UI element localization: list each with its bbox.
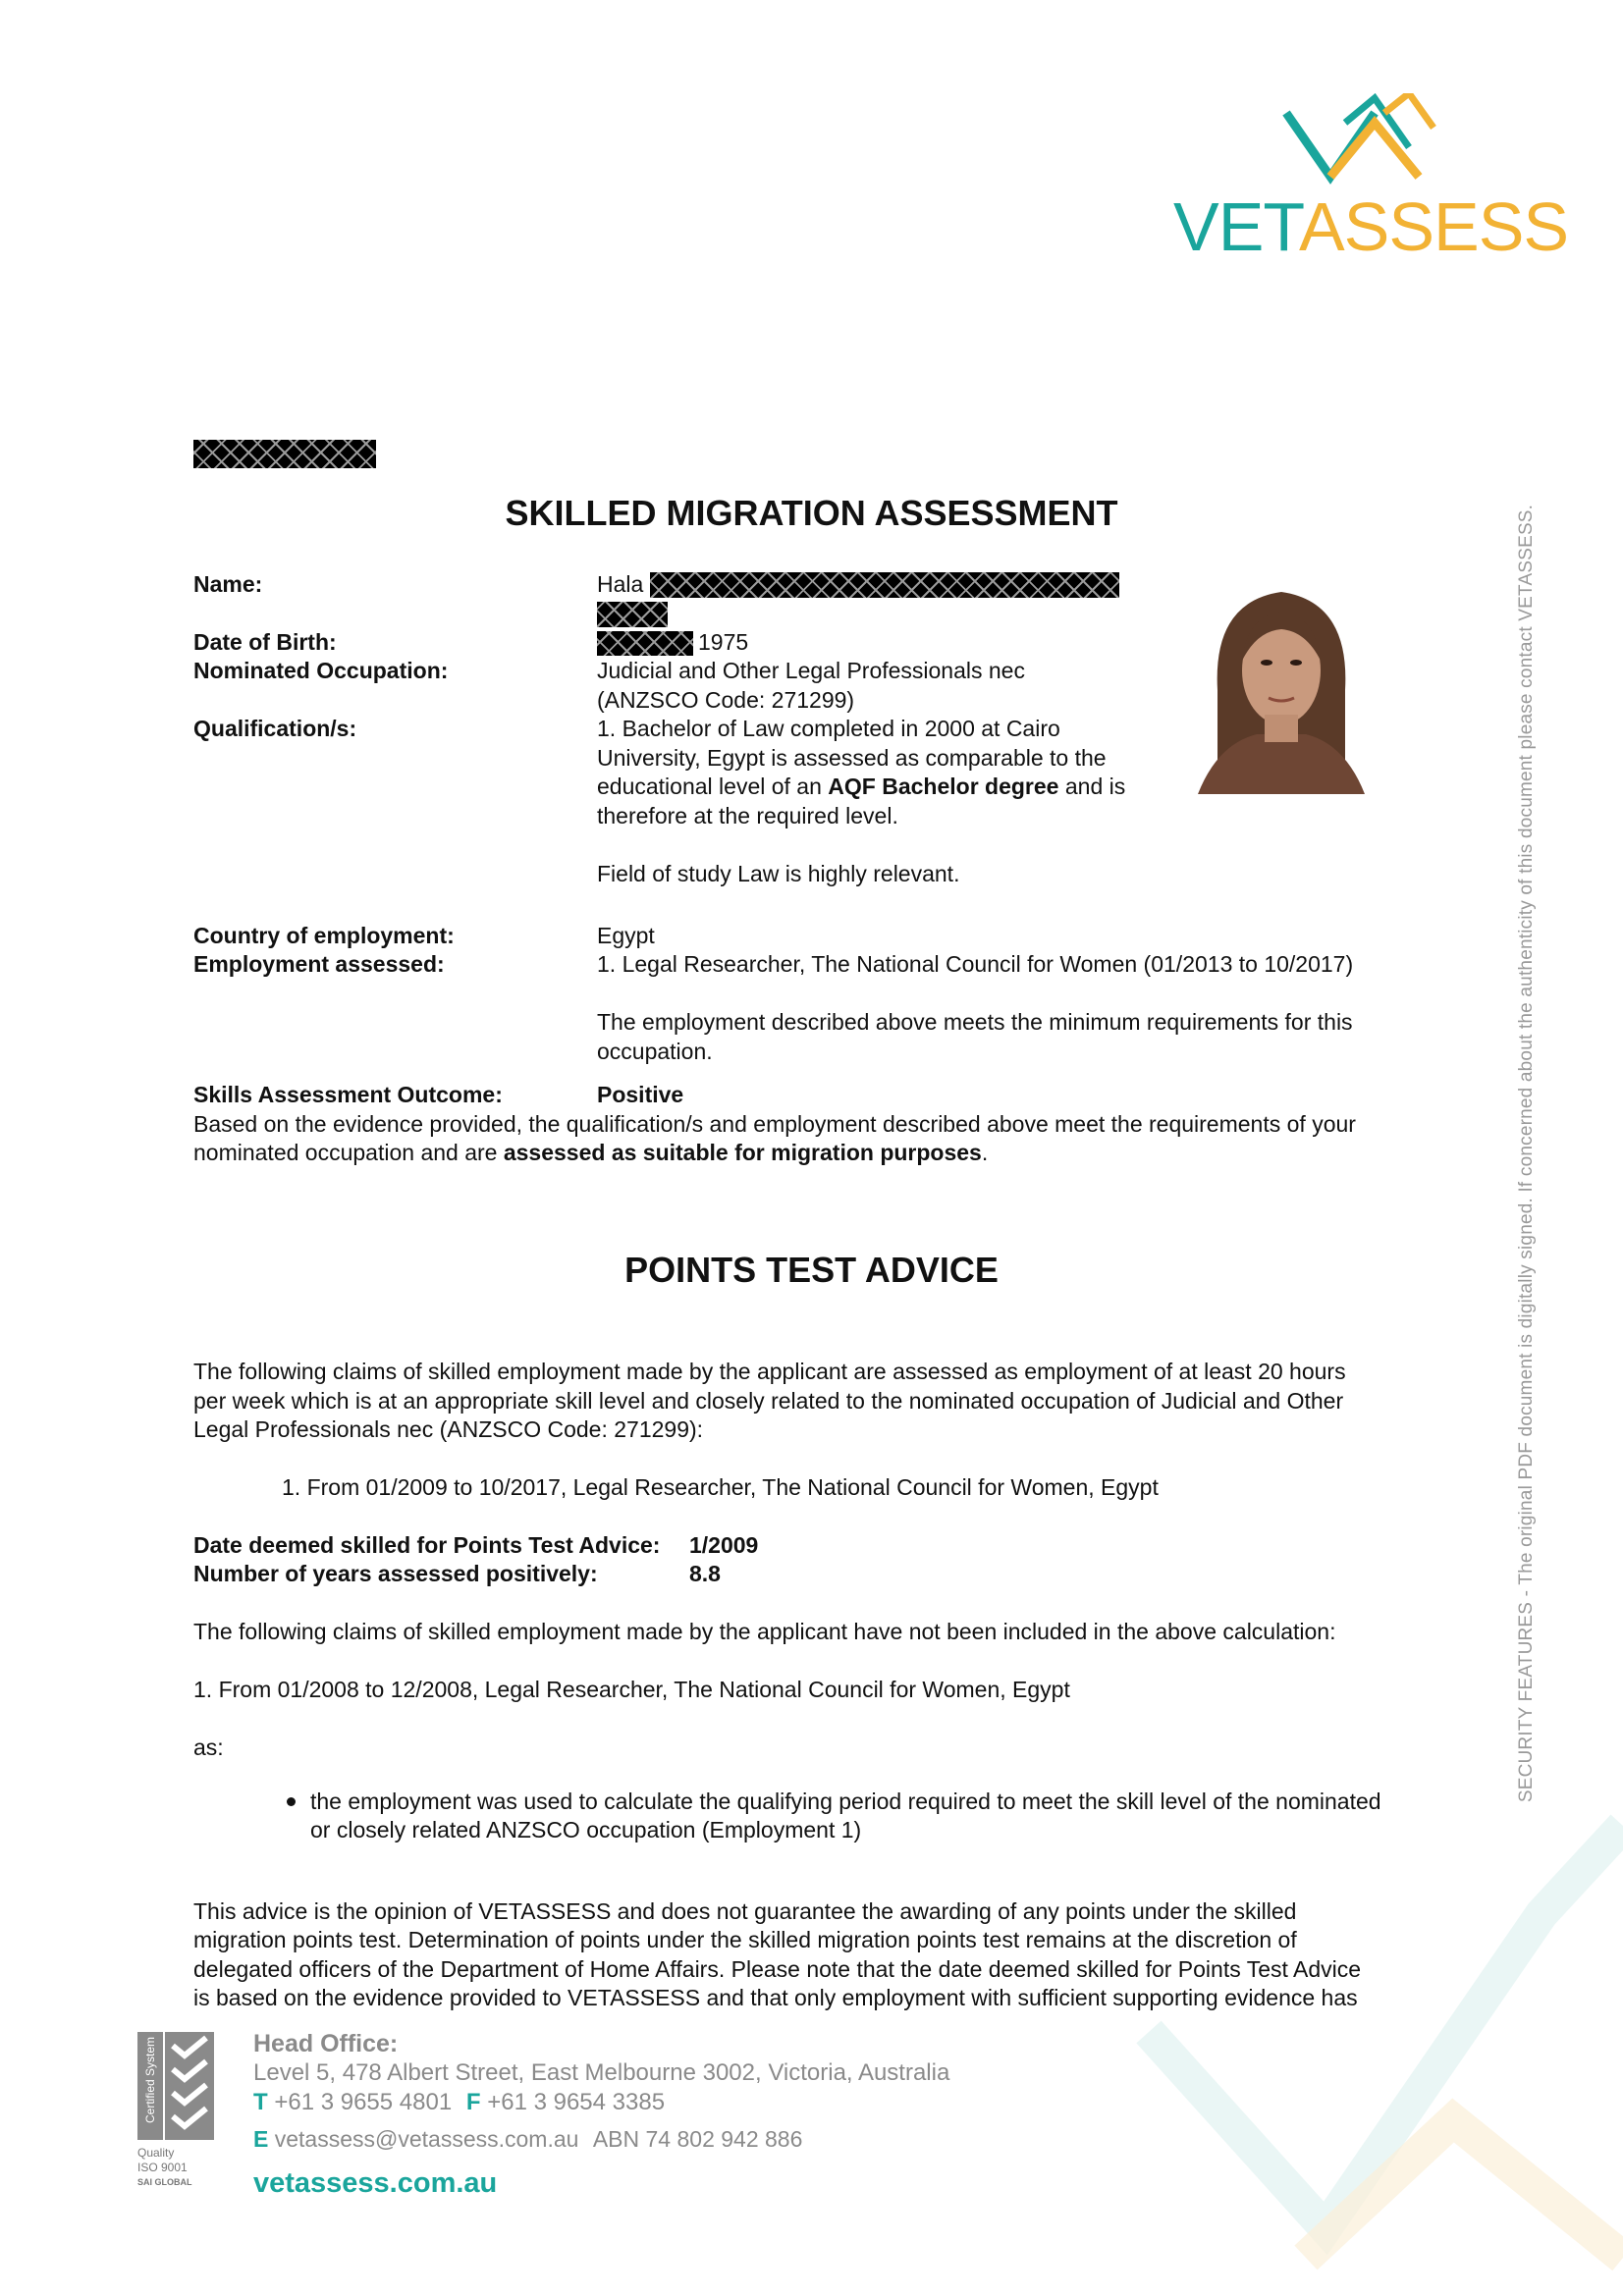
occupation-label: Nominated Occupation: (193, 658, 449, 683)
field-of-study: Field of study Law is highly relevant. (597, 861, 960, 886)
qualification-line3-pre: educational level of an (597, 774, 829, 799)
logo-mark-icon (1173, 93, 1537, 201)
logo-wordmark: VETASSESS (1173, 188, 1569, 265)
occupation-line2: (ANZSCO Code: 271299) (597, 687, 855, 713)
security-features-vertical-text: SECURITY FEATURES - The original PDF document is digitally signed. If concerned about the authenticity of this document please contact VETASSESS. (1516, 504, 1537, 1803)
qualification-line4: therefore at the required level. (597, 803, 898, 828)
dob-label: Date of Birth: (193, 629, 337, 655)
vetassess-logo (1173, 93, 1569, 270)
date-deemed-value: 1/2009 (689, 1532, 759, 1558)
qualification-label: Qualification/s: (193, 716, 357, 741)
head-office-address: Level 5, 478 Albert Street, East Melbourne 3002, Victoria, Australia (253, 2059, 950, 2086)
as-label: as: (193, 1735, 224, 1760)
phone-number: +61 3 9655 4801 (274, 2089, 453, 2115)
outcome-suitable-bold: assessed as suitable for migration purposes (503, 1140, 982, 1165)
heading-skilled-migration-assessment: SKILLED MIGRATION ASSESSMENT (505, 493, 1118, 533)
cert-sai: SAI GLOBAL (137, 2177, 192, 2187)
excluded-intro: The following claims of skilled employment made by the applicant have not been included in the above calculation: (193, 1619, 1336, 1644)
points-claim-1: 1. From 01/2009 to 10/2017, Legal Researcher, The National Council for Women, Egypt (282, 1474, 1159, 1500)
phone-line (253, 2089, 665, 2116)
redacted-surname-2 (597, 602, 668, 627)
outcome-label: Skills Assessment Outcome: (193, 1082, 503, 1107)
qualification-aqf-bold: AQF Bachelor degree (828, 774, 1059, 799)
years-value: 8.8 (689, 1561, 721, 1586)
email-line (253, 2126, 802, 2153)
employment-note-line2: occupation. (597, 1039, 713, 1064)
fax-number: +61 3 9654 3385 (487, 2089, 666, 2115)
points-intro-line2: per week which is at an appropriate skill level and closely related to the nominated occupation of Judicial and Other (193, 1388, 1344, 1414)
redacted-surname (650, 572, 1119, 598)
outcome-text-line1: Based on the evidence provided, the qualification/s and employment described above meet the requirements of your (193, 1111, 1356, 1137)
qualification-line3 (597, 773, 1125, 802)
iso-certification-badge (137, 2032, 216, 2199)
name-value: Hala (597, 571, 644, 597)
redacted-dob (597, 631, 693, 656)
head-office-label: Head Office: (253, 2030, 399, 2057)
cert-system-text: Certified System (143, 2036, 157, 2124)
advice-line3: delegated officers of the Department of Home Affairs. Please note that the date deemed skilled for Points Test Advice (193, 1956, 1362, 1982)
abn: ABN 74 802 942 886 (592, 2126, 803, 2152)
points-intro-line1: The following claims of skilled employment made by the applicant are assessed as employment of at least 20 hours (193, 1359, 1346, 1384)
cert-iso: ISO 9001 (137, 2161, 188, 2174)
outcome-text-line2-pre: nominated occupation and are (193, 1140, 504, 1165)
redacted-reference (193, 440, 376, 468)
email-letter: E (253, 2126, 269, 2152)
country-label: Country of employment: (193, 923, 455, 948)
dob-value: 1975 (698, 629, 749, 655)
advice-line2: migration points test. Determination of points under the skilled migration points test remains at the discretion of (193, 1927, 1297, 1952)
outcome-text-line2-post: . (981, 1140, 989, 1165)
country-value: Egypt (597, 923, 655, 948)
phone-letter: T (253, 2089, 268, 2115)
outcome-value: Positive (597, 1082, 684, 1107)
bullet-1-line2: or closely related ANZSCO occupation (Employment 1) (310, 1817, 862, 1842)
excluded-claim-1: 1. From 01/2008 to 12/2008, Legal Researcher, The National Council for Women, Egypt (193, 1677, 1070, 1702)
outcome-text-line2 (193, 1139, 988, 1168)
website-link[interactable]: vetassess.com.au (253, 2167, 498, 2199)
occupation-line1: Judicial and Other Legal Professionals nec (597, 658, 1025, 683)
date-deemed-label: Date deemed skilled for Points Test Advice: (193, 1532, 661, 1558)
name-label: Name: (193, 571, 263, 597)
employment-label: Employment assessed: (193, 951, 445, 977)
fax-letter: F (465, 2089, 481, 2115)
heading-points-test-advice: POINTS TEST ADVICE (624, 1250, 999, 1290)
points-intro-line3: Legal Professionals nec (ANZSCO Code: 271299): (193, 1416, 704, 1442)
employment-value: 1. Legal Researcher, The National Council for Women (01/2013 to 10/2017) (597, 951, 1354, 977)
qualification-line3-post: and is (1058, 774, 1126, 799)
cert-quality: Quality (137, 2146, 175, 2160)
bullet-1-line1: the employment was used to calculate the qualifying period required to meet the skill level of the nominated (310, 1789, 1381, 1814)
background-chevron-graphic (1129, 1796, 1623, 2296)
bullet-dot (287, 1797, 296, 1806)
employment-note-line1: The employment described above meets the minimum requirements for this (597, 1009, 1353, 1035)
years-label: Number of years assessed positively: (193, 1561, 598, 1586)
applicant-photo (1198, 572, 1365, 794)
qualification-line2: University, Egypt is assessed as comparable to the (597, 745, 1107, 771)
advice-line4: is based on the evidence provided to VETASSESS and that only employment with sufficient supporting evidence has (193, 1985, 1358, 2010)
email-address[interactable]: vetassess@vetassess.com.au (274, 2126, 579, 2152)
check-marks-icon (165, 2032, 214, 2140)
qualification-line1: 1. Bachelor of Law completed in 2000 at Cairo (597, 716, 1060, 741)
advice-line1: This advice is the opinion of VETASSESS and does not guarantee the awarding of any points under the skilled (193, 1898, 1297, 1924)
